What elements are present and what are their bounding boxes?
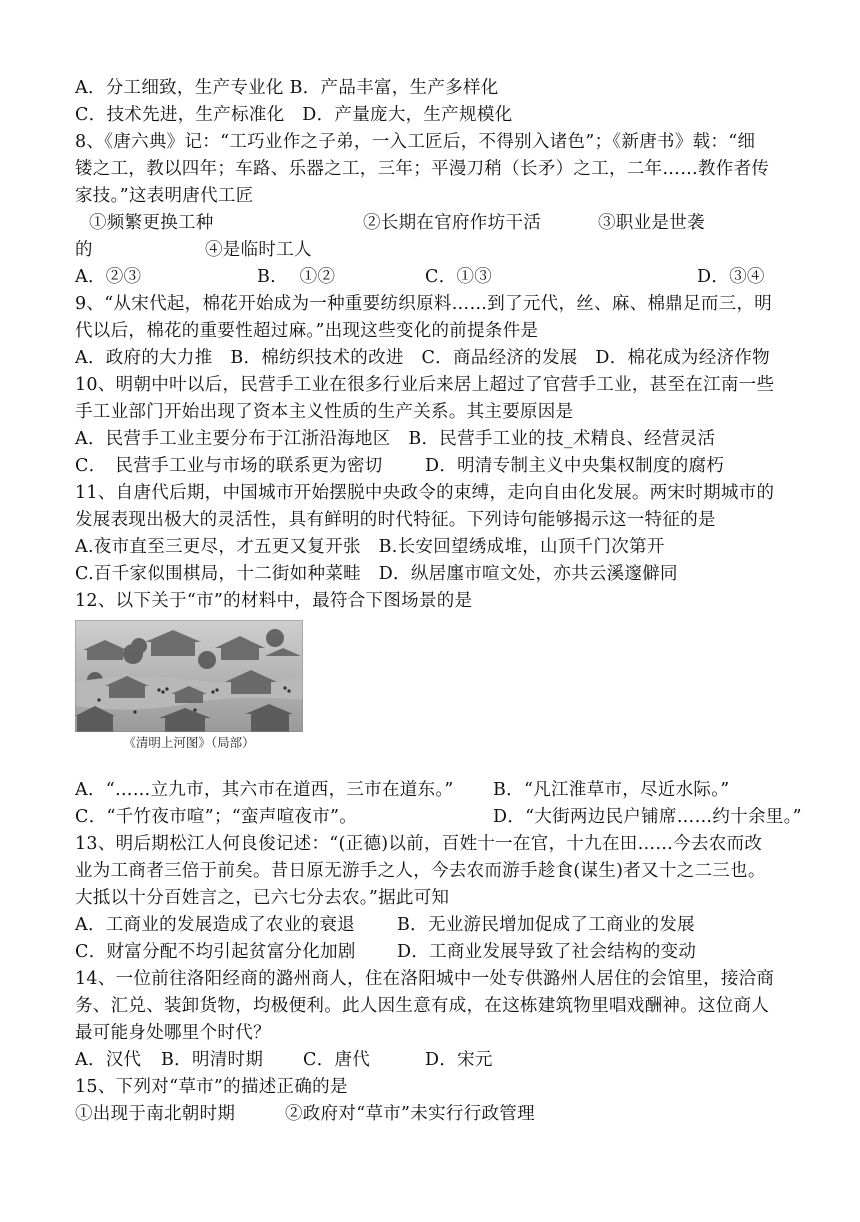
q13-option-b: B．无业游民增加促成了工商业的发展 (397, 915, 695, 935)
q13-options-ab (75, 913, 855, 937)
q13-stem-line1: 13、明后期松江人何良俊记述：“(正德)以前，百姓十一在官，十九在田……今去农而改 (75, 834, 763, 854)
q9-stem-line1: 9、“从宋代起，棉花开始成为一种重要纺织原料……到了元代，丝、麻、棉鼎足而三，明 (75, 294, 773, 314)
q13-option-c: C．财富分配不均引起贫富分化加剧 (75, 942, 356, 962)
q8-item-3-cont: 的 (75, 240, 93, 260)
q8-item-1: ①频繁更换工种 (89, 213, 214, 233)
q8-option-c: C．①③ (425, 267, 493, 287)
qingming-scroll-image (75, 620, 303, 732)
q11-options-cd: C.百千家似围棋局，十二街如种菜畦 D．纵居廛市喧文处，亦共云溪邃僻同 (75, 564, 678, 584)
q8-option-d: D．③④ (697, 267, 765, 287)
q13-option-a: A．工商业的发展造成了农业的衰退 (75, 915, 355, 935)
q12-stem: 12、以下关于“市”的材料中，最符合下图场景的是 (75, 591, 473, 611)
q14-stem-line1: 14、一位前往洛阳经商的潞州商人，住在洛阳城中一处专供潞州人居住的会馆里，接洽商 (75, 969, 775, 989)
q7-options-cd: C．技术先进，生产标准化 D．产量庞大，生产规模化 (75, 105, 513, 125)
q10-stem-line2: 手工业部门开始出现了资本主义性质的生产关系。其主要原因是 (75, 402, 574, 422)
q10-options-cd (75, 454, 855, 478)
q8-item-3: ③职业是世袭 (598, 213, 705, 233)
q13-options-cd (75, 940, 855, 964)
q14-option-b: B．明清时期 (161, 1050, 264, 1070)
q15-items (75, 1102, 855, 1126)
q14-stem-line3: 最可能身处哪里个时代？ (75, 1023, 271, 1043)
q14-option-d: D．宋元 (425, 1050, 493, 1070)
q13-option-d: D．工商业发展导致了社会结构的变动 (397, 942, 697, 962)
q12-options-ab (75, 778, 855, 802)
q15-item-1: ①出现于南北朝时期 (75, 1104, 236, 1124)
q15-item-2: ②政府对“草市”未实行行政管理 (285, 1104, 535, 1124)
q11-stem-line2: 发展表现出极大的灵活性，具有鲜明的时代特征。下列诗句能够揭示这一特征的是 (75, 510, 716, 530)
q7-options-ab: A．分工细致，生产专业化 B．产品丰富，生产多样化 (75, 78, 499, 98)
q10-option-d: D．明清专制主义中央集权制度的腐朽 (425, 456, 725, 476)
q11-stem-line1: 11、自唐代后期，中国城市开始摆脱中央政令的束缚，走向自由化发展。两宋时期城市的 (75, 483, 775, 503)
q9-stem-line2: 代以后，棉花的重要性超过麻。”出现这些变化的前提条件是 (75, 321, 539, 341)
q14-option-a: A．汉代 (75, 1050, 142, 1070)
q8-stem-line2: 镂之工，教以四年；车路、乐器之工，三年；平漫刀稍（长矛）之工，二年……教作者传 (75, 159, 770, 179)
q12-option-d: D．“大街两边民户铺席……约十余里。” (493, 807, 802, 827)
q11-options-ab: A.夜市直至三更尽，才五更又复开张 B.长安回望绣成堆，山顶千门次第开 (75, 537, 665, 557)
qingming-scroll-figure (75, 620, 303, 760)
q10-option-c: C． 民营手工业与市场的联系更为密切 (75, 456, 383, 476)
q8-items-row2 (75, 238, 855, 262)
q9-options: A．政府的大力推 B．棉纺织技术的改进 C．商品经济的发展 D．棉花成为经济作物 (75, 348, 770, 368)
figure-caption: 《清明上河图》（局部） (123, 735, 255, 750)
q14-options (75, 1048, 855, 1072)
q12-option-a: A．“……立九市，其六市在道西，三市在道东。” (75, 780, 454, 800)
q8-options (75, 265, 855, 289)
q12-option-c: C．“千竹夜市喧”；“蛮声喧夜市”。 (75, 807, 358, 827)
q8-item-2: ②长期在官府作坊干活 (363, 213, 541, 233)
q12-options-cd (75, 805, 855, 829)
q8-item-4: ④是临时工人 (205, 240, 312, 260)
q8-option-b: B. ①② (257, 267, 336, 287)
q14-stem-line2: 务、汇兑、装卸货物，均极便利。此人因生意有成，在这栋建筑物里唱戏酬神。这位商人 (75, 996, 770, 1016)
q8-option-a: A．②③ (75, 267, 142, 287)
q15-stem: 15、下列对“草市”的描述正确的是 (75, 1077, 348, 1097)
q10-options-ab: A．民营手工业主要分布于江浙沿海地区 B．民营手工业的技_术精良、经营灵活 (75, 429, 716, 449)
q13-stem-line3: 大抵以十分百姓言之，已六七分去农。”据此可知 (75, 888, 450, 908)
q14-option-c: C．唐代 (303, 1050, 371, 1070)
q8-items-row (75, 211, 855, 235)
q8-stem-line1: 8、《唐六典》记：“工巧业作之子弟，一入工匠后，不得别入诸色”；《新唐书》载：“细 (75, 132, 756, 152)
q13-stem-line2: 业为工商者三倍于前矣。昔日原无游手之人，今去农而游手趁食(谋生)者又十之二三也。 (75, 861, 766, 881)
q8-stem-line3: 家技。”这表明唐代工匠 (75, 186, 254, 206)
q10-stem-line1: 10、明朝中叶以后，民营手工业在很多行业后来居上超过了官营手工业，甚至在江南一些 (75, 375, 775, 395)
q12-option-b: B．“凡江淮草市，尽近水际。” (493, 780, 730, 800)
